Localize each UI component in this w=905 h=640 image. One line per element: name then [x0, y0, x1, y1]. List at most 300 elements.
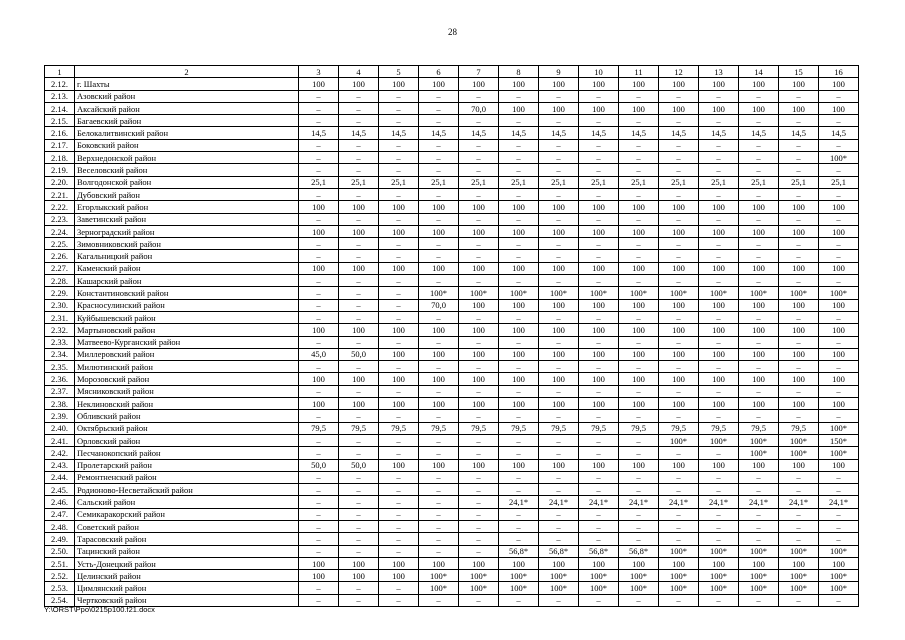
value-cell: 100*	[779, 570, 819, 582]
district-name: Волгодонской район	[75, 176, 299, 188]
value-cell: 100	[619, 557, 659, 569]
value-cell: 70,0	[459, 102, 499, 114]
value-cell: 100	[299, 570, 339, 582]
row-number: 2.46.	[45, 496, 75, 508]
value-cell: –	[419, 520, 459, 532]
value-cell: 100	[379, 262, 419, 274]
row-number: 2.26.	[45, 250, 75, 262]
value-cell: –	[659, 533, 699, 545]
header-row	[45, 66, 859, 78]
table-row	[45, 176, 859, 188]
value-cell: –	[739, 361, 779, 373]
value-cell: –	[819, 164, 859, 176]
value-cell: –	[419, 115, 459, 127]
value-cell: 79,5	[539, 422, 579, 434]
value-cell: 100	[779, 262, 819, 274]
value-cell: 100*	[779, 447, 819, 459]
value-cell: –	[739, 115, 779, 127]
value-cell: –	[619, 434, 659, 446]
value-cell: –	[619, 484, 659, 496]
value-cell: 100*	[819, 570, 859, 582]
value-cell: –	[659, 311, 699, 323]
value-cell: –	[379, 385, 419, 397]
district-name: Веселовский район	[75, 164, 299, 176]
district-name: Зерноградский район	[75, 225, 299, 237]
value-cell: –	[619, 164, 659, 176]
value-cell: –	[499, 152, 539, 164]
table-row	[45, 373, 859, 385]
value-cell: 79,5	[699, 422, 739, 434]
value-cell: 14,5	[619, 127, 659, 139]
value-cell: –	[379, 508, 419, 520]
value-cell: –	[539, 90, 579, 102]
value-cell: –	[379, 533, 419, 545]
row-number: 2.34.	[45, 348, 75, 360]
value-cell: –	[739, 520, 779, 532]
value-cell: –	[659, 115, 699, 127]
value-cell: 100	[699, 373, 739, 385]
value-cell: 14,5	[379, 127, 419, 139]
value-cell: –	[459, 508, 499, 520]
value-cell: 100*	[539, 287, 579, 299]
value-cell: –	[579, 152, 619, 164]
value-cell: 100*	[699, 582, 739, 594]
value-cell: 100	[819, 348, 859, 360]
value-cell: –	[739, 471, 779, 483]
value-cell: –	[459, 447, 499, 459]
value-cell: –	[459, 484, 499, 496]
value-cell: 14,5	[819, 127, 859, 139]
value-cell: –	[779, 275, 819, 287]
district-name: Октябрьский район	[75, 422, 299, 434]
value-cell: –	[299, 545, 339, 557]
value-cell: 25,1	[299, 176, 339, 188]
value-cell: 25,1	[579, 176, 619, 188]
value-cell: 100	[499, 557, 539, 569]
value-cell: –	[379, 520, 419, 532]
value-cell: 100	[579, 102, 619, 114]
district-name: г. Шахты	[75, 78, 299, 90]
value-cell: –	[299, 471, 339, 483]
value-cell: –	[379, 336, 419, 348]
value-cell: 100	[699, 225, 739, 237]
value-cell: 25,1	[699, 176, 739, 188]
row-number: 2.17.	[45, 139, 75, 151]
value-cell: –	[299, 385, 339, 397]
value-cell: 100*	[699, 434, 739, 446]
value-cell: 100	[659, 102, 699, 114]
value-cell: –	[619, 410, 659, 422]
value-cell: 100	[739, 348, 779, 360]
value-cell: 14,5	[499, 127, 539, 139]
value-cell: –	[379, 311, 419, 323]
value-cell: –	[379, 594, 419, 606]
value-cell: –	[339, 336, 379, 348]
value-cell: –	[339, 164, 379, 176]
value-cell: –	[459, 385, 499, 397]
value-cell: –	[619, 213, 659, 225]
value-cell: 100	[619, 201, 659, 213]
value-cell: –	[499, 594, 539, 606]
row-number: 2.12.	[45, 78, 75, 90]
value-cell: –	[339, 447, 379, 459]
value-cell: –	[619, 90, 659, 102]
column-header: 11	[619, 66, 659, 78]
value-cell: 79,5	[339, 422, 379, 434]
value-cell: –	[699, 90, 739, 102]
value-cell: –	[499, 520, 539, 532]
value-cell: 25,1	[539, 176, 579, 188]
row-number: 2.25.	[45, 238, 75, 250]
value-cell: –	[339, 90, 379, 102]
value-cell: –	[539, 336, 579, 348]
row-number: 2.43.	[45, 459, 75, 471]
value-cell: 100	[579, 459, 619, 471]
value-cell: –	[539, 164, 579, 176]
value-cell: –	[499, 336, 539, 348]
value-cell: –	[659, 90, 699, 102]
value-cell: –	[539, 447, 579, 459]
value-cell: 24,1*	[659, 496, 699, 508]
value-cell: –	[619, 188, 659, 200]
value-cell: 24,1*	[539, 496, 579, 508]
value-cell: 100	[699, 201, 739, 213]
value-cell: 100	[459, 459, 499, 471]
row-number: 2.23.	[45, 213, 75, 225]
value-cell: –	[619, 250, 659, 262]
district-name: Сальский район	[75, 496, 299, 508]
value-cell: –	[459, 311, 499, 323]
value-cell: –	[459, 139, 499, 151]
value-cell: –	[739, 275, 779, 287]
value-cell: –	[739, 385, 779, 397]
district-name: Семикаракорский район	[75, 508, 299, 520]
value-cell: 56,8*	[539, 545, 579, 557]
value-cell: –	[539, 250, 579, 262]
value-cell: –	[499, 385, 539, 397]
column-header: 7	[459, 66, 499, 78]
value-cell: –	[339, 508, 379, 520]
value-cell: 100	[379, 324, 419, 336]
district-name: Кагальницкий район	[75, 250, 299, 262]
row-number: 2.41.	[45, 434, 75, 446]
district-name: Боковский район	[75, 139, 299, 151]
row-number: 2.50.	[45, 545, 75, 557]
value-cell: –	[419, 410, 459, 422]
row-number: 2.27.	[45, 262, 75, 274]
value-cell: –	[659, 139, 699, 151]
value-cell: 100	[619, 78, 659, 90]
value-cell: 100	[539, 225, 579, 237]
value-cell: –	[579, 471, 619, 483]
value-cell: 100	[739, 262, 779, 274]
value-cell: –	[419, 90, 459, 102]
value-cell: –	[579, 385, 619, 397]
value-cell: 100	[699, 348, 739, 360]
district-name: Аксайский район	[75, 102, 299, 114]
value-cell: 25,1	[779, 176, 819, 188]
value-cell: –	[459, 410, 499, 422]
value-cell: 100	[659, 373, 699, 385]
value-cell: –	[659, 188, 699, 200]
column-header: 4	[339, 66, 379, 78]
value-cell: 100*	[819, 447, 859, 459]
value-cell: 45,0	[299, 348, 339, 360]
value-cell: –	[299, 447, 339, 459]
value-cell: –	[579, 434, 619, 446]
table-row	[45, 582, 859, 594]
value-cell: 79,5	[739, 422, 779, 434]
value-cell: –	[339, 361, 379, 373]
value-cell: –	[619, 447, 659, 459]
value-cell: –	[579, 164, 619, 176]
value-cell: 100*	[459, 287, 499, 299]
table-row	[45, 348, 859, 360]
value-cell: –	[499, 447, 539, 459]
value-cell: 56,8*	[579, 545, 619, 557]
table-row	[45, 152, 859, 164]
value-cell: 100*	[739, 434, 779, 446]
value-cell: 100	[619, 225, 659, 237]
value-cell: –	[659, 594, 699, 606]
row-number: 2.51.	[45, 557, 75, 569]
value-cell: 100	[419, 262, 459, 274]
value-cell: –	[659, 238, 699, 250]
value-cell: 100*	[419, 570, 459, 582]
column-header: 6	[419, 66, 459, 78]
district-name: Белокалитвинский район	[75, 127, 299, 139]
row-number: 2.20.	[45, 176, 75, 188]
value-cell: –	[739, 139, 779, 151]
value-cell: 100	[579, 324, 619, 336]
value-cell: –	[419, 311, 459, 323]
value-cell: –	[339, 275, 379, 287]
value-cell: 100	[539, 78, 579, 90]
row-number: 2.18.	[45, 152, 75, 164]
table-row	[45, 250, 859, 262]
table-row	[45, 324, 859, 336]
table-row	[45, 311, 859, 323]
value-cell: 100	[499, 373, 539, 385]
value-cell: –	[819, 115, 859, 127]
value-cell: 14,5	[539, 127, 579, 139]
value-cell: 25,1	[379, 176, 419, 188]
value-cell: –	[379, 188, 419, 200]
district-name: Целинский район	[75, 570, 299, 582]
value-cell: –	[619, 361, 659, 373]
table-row	[45, 188, 859, 200]
value-cell: –	[819, 533, 859, 545]
value-cell: –	[299, 250, 339, 262]
value-cell: 100	[739, 102, 779, 114]
value-cell: –	[379, 139, 419, 151]
value-cell: –	[819, 520, 859, 532]
value-cell: 100	[739, 398, 779, 410]
value-cell: 100	[299, 398, 339, 410]
value-cell: –	[619, 152, 659, 164]
value-cell: 100	[579, 78, 619, 90]
district-name: Морозовский район	[75, 373, 299, 385]
value-cell: –	[419, 434, 459, 446]
value-cell: 100	[499, 398, 539, 410]
value-cell: –	[379, 250, 419, 262]
value-cell: –	[499, 275, 539, 287]
value-cell: –	[779, 90, 819, 102]
value-cell: –	[299, 238, 339, 250]
value-cell: –	[419, 496, 459, 508]
column-header: 9	[539, 66, 579, 78]
value-cell: 100*	[659, 545, 699, 557]
table-row	[45, 471, 859, 483]
value-cell: –	[499, 533, 539, 545]
value-cell: –	[419, 508, 459, 520]
value-cell: 100	[339, 201, 379, 213]
value-cell: 100	[379, 348, 419, 360]
value-cell: 100	[499, 225, 539, 237]
value-cell: 100	[819, 102, 859, 114]
value-cell: –	[299, 102, 339, 114]
value-cell: 100	[339, 398, 379, 410]
value-cell: –	[299, 90, 339, 102]
value-cell: 100*	[419, 287, 459, 299]
value-cell: 100*	[699, 287, 739, 299]
column-header: 14	[739, 66, 779, 78]
value-cell: –	[619, 594, 659, 606]
value-cell: 100	[299, 78, 339, 90]
value-cell: 100	[779, 348, 819, 360]
value-cell: 100	[339, 570, 379, 582]
value-cell: –	[419, 484, 459, 496]
value-cell: 100	[539, 557, 579, 569]
table-row	[45, 520, 859, 532]
value-cell: 100*	[619, 287, 659, 299]
value-cell: –	[459, 188, 499, 200]
value-cell: 14,5	[779, 127, 819, 139]
value-cell: 100	[619, 262, 659, 274]
value-cell: 79,5	[419, 422, 459, 434]
value-cell: 100	[419, 201, 459, 213]
value-cell: –	[299, 410, 339, 422]
value-cell: –	[299, 164, 339, 176]
value-cell: –	[339, 484, 379, 496]
value-cell: –	[499, 164, 539, 176]
table-row	[45, 78, 859, 90]
row-number: 2.33.	[45, 336, 75, 348]
value-cell: 100	[379, 201, 419, 213]
value-cell: –	[739, 213, 779, 225]
value-cell: –	[779, 311, 819, 323]
column-header: 15	[779, 66, 819, 78]
district-name: Егорлыкский район	[75, 201, 299, 213]
value-cell: –	[459, 152, 499, 164]
value-cell: 100	[539, 398, 579, 410]
value-cell: –	[579, 520, 619, 532]
district-name: Обливский район	[75, 410, 299, 422]
value-cell: 100	[339, 324, 379, 336]
district-name: Орловский район	[75, 434, 299, 446]
value-cell: –	[499, 139, 539, 151]
value-cell: 100*	[779, 434, 819, 446]
value-cell: –	[779, 385, 819, 397]
value-cell: –	[379, 115, 419, 127]
row-number: 2.28.	[45, 275, 75, 287]
value-cell: 100	[579, 225, 619, 237]
value-cell: 100	[419, 78, 459, 90]
value-cell: 24,1*	[779, 496, 819, 508]
value-cell: –	[459, 213, 499, 225]
value-cell: 100	[579, 557, 619, 569]
district-name: Красносулинский район	[75, 299, 299, 311]
value-cell: 100*	[459, 582, 499, 594]
value-cell: 100*	[499, 570, 539, 582]
value-cell: –	[299, 582, 339, 594]
value-cell: –	[659, 520, 699, 532]
column-header: 10	[579, 66, 619, 78]
value-cell: –	[339, 311, 379, 323]
value-cell: –	[499, 250, 539, 262]
value-cell: –	[819, 311, 859, 323]
value-cell: 50,0	[339, 348, 379, 360]
value-cell: –	[579, 139, 619, 151]
file-path-footer: Y:\ORST\Ppo\0215p100.f21.docx	[44, 605, 155, 614]
value-cell: –	[339, 238, 379, 250]
value-cell: –	[379, 238, 419, 250]
value-cell: –	[619, 336, 659, 348]
table-row	[45, 127, 859, 139]
value-cell: 100	[779, 102, 819, 114]
value-cell: –	[699, 311, 739, 323]
value-cell: 100	[419, 225, 459, 237]
district-name: Константиновский район	[75, 287, 299, 299]
value-cell: 24,1*	[699, 496, 739, 508]
table-row	[45, 336, 859, 348]
value-cell: 100	[339, 78, 379, 90]
page-number: 28	[448, 27, 457, 37]
value-cell: 100*	[699, 570, 739, 582]
value-cell: 100*	[819, 545, 859, 557]
table-row	[45, 115, 859, 127]
value-cell: –	[339, 496, 379, 508]
value-cell: –	[499, 213, 539, 225]
value-cell: –	[459, 115, 499, 127]
row-number: 2.45.	[45, 484, 75, 496]
value-cell: 79,5	[779, 422, 819, 434]
value-cell: –	[379, 361, 419, 373]
value-cell: 100	[419, 373, 459, 385]
value-cell: 14,5	[299, 127, 339, 139]
row-number: 2.32.	[45, 324, 75, 336]
value-cell: –	[339, 152, 379, 164]
table-row	[45, 410, 859, 422]
value-cell: –	[579, 594, 619, 606]
value-cell: 100	[779, 299, 819, 311]
row-number: 2.40.	[45, 422, 75, 434]
district-name: Тарасовский район	[75, 533, 299, 545]
table-row	[45, 570, 859, 582]
district-name: Кашарский район	[75, 275, 299, 287]
value-cell: 100	[579, 348, 619, 360]
value-cell: 100	[779, 459, 819, 471]
district-name: Заветинский район	[75, 213, 299, 225]
value-cell: –	[699, 336, 739, 348]
value-cell: 100*	[699, 545, 739, 557]
value-cell: –	[779, 164, 819, 176]
value-cell: –	[339, 213, 379, 225]
value-cell: –	[339, 594, 379, 606]
value-cell: –	[419, 152, 459, 164]
value-cell: –	[619, 238, 659, 250]
value-cell: –	[739, 311, 779, 323]
